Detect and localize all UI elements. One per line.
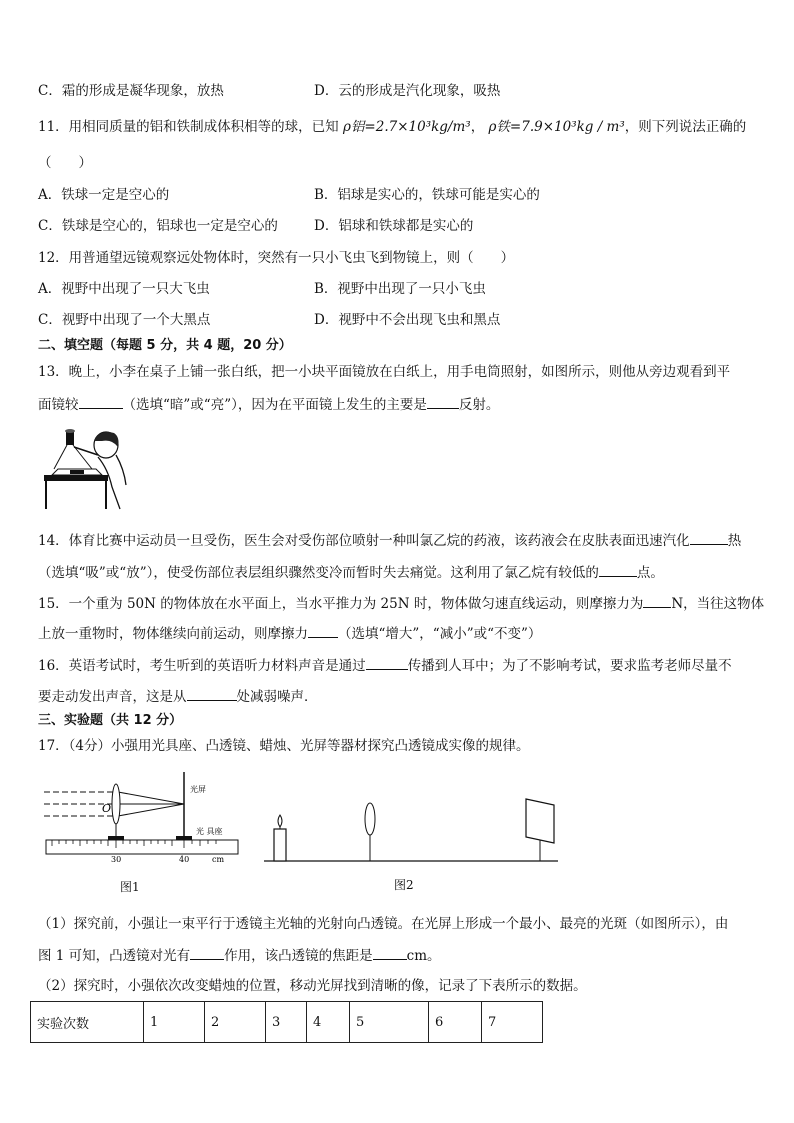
q16-line1-b: 传播到人耳中；为了不影响考试，要求监考老师尽量不 [407, 658, 732, 674]
q13-line2-c: 反射。 [458, 397, 500, 413]
q15-line1-b: N，当往这物体 [671, 596, 765, 612]
figure-1-caption: 图1 [120, 880, 140, 894]
q12-option-a: A．视野中出现了一只大飞虫 [38, 281, 210, 297]
fig1-tick-30: 30 [111, 855, 122, 864]
q17-p1-line1: （1）探究前，小强让一束平行于透镜主光轴的光射向凸透镜。在光屏上形成一个最小、最亮的光斑（如图所示），由 [38, 916, 729, 932]
fig1-bench-label: 光 具座 [196, 827, 223, 836]
q16-blank-2[interactable] [187, 686, 237, 701]
table-cell: 4 [307, 1002, 350, 1043]
q17-blank-2[interactable] [373, 945, 407, 960]
q13-line1: 13．晚上，小李在桌子上铺一张白纸，把一小块平面镜放在白纸上，用手电筒照射，如图所示，则他从旁边观看到平 [38, 364, 731, 380]
q17-p1-c: 作用，该凸透镜的焦距是 [224, 948, 373, 964]
q12-option-b: B．视野中出现了一只小飞虫 [314, 281, 486, 297]
q11-option-d: D．铝球和铁球都是实心的 [314, 218, 474, 234]
q11-stem-b: ，则下列说法正确的 [624, 119, 747, 135]
q13-blank-1[interactable] [79, 394, 123, 409]
table-cell: 2 [205, 1002, 266, 1043]
q12-option-d: D．视野中不会出现飞虫和黑点 [314, 312, 501, 328]
fig1-unit: cm [212, 855, 225, 864]
q10-option-d: D．云的形成是汽化现象，吸热 [314, 83, 501, 99]
q14-line2-a: （选填“吸”或“放”），使受伤部位表层组织骤然变冷而暂时失去痛觉。这利用了氯乙烷有较低的 [38, 565, 599, 581]
q11-stem: 11．用相同质量的铝和铁制成体积相等的球，已知 ρ铝=2.7×10³kg/m³， ρ铁=7.9×10³kg / m³，则下列说法正确的 [38, 119, 747, 135]
q11-stem-a: 11．用相同质量的铝和铁制成体积相等的球，已知 [38, 119, 339, 135]
table-header-cell: 实验次数 [31, 1002, 144, 1043]
q16-blank-1[interactable] [366, 655, 408, 670]
q17-stem: 17．（4分）小强用光具座、凸透镜、蜡烛、光屏等器材探究凸透镜成实像的规律。 [38, 738, 530, 754]
table-cell: 1 [144, 1002, 205, 1043]
q13-line2-b: （选填“暗”或“亮”），因为在平面镜上发生的主要是 [122, 397, 427, 413]
q11-rho-al: ρ铝=2.7×10³kg/m³ [342, 119, 471, 135]
section-heading-fill-in: 二、填空题（每题 5 分，共 4 题，20 分） [38, 338, 292, 353]
q17-p1-b: 图 1 可知，凸透镜对光有 [38, 948, 191, 964]
figure-1-optical-bench [42, 770, 242, 865]
q17-p1-d: cm。 [406, 948, 441, 964]
q11-option-a: A．铁球一定是空心的 [38, 187, 170, 203]
q15-blank-1[interactable] [643, 593, 671, 608]
q15-blank-2[interactable] [308, 623, 338, 638]
q11-option-c: C．铁球是空心的，铝球也一定是空心的 [38, 218, 278, 234]
table-cell: 3 [266, 1002, 307, 1043]
q17-blank-1[interactable] [190, 945, 224, 960]
q15-line1-a: 15．一个重为 50N 的物体放在水平面上，当水平推力为 25N 时，物体做匀速直线运动，则摩擦力为 [38, 596, 644, 612]
figure-2-caption: 图2 [394, 878, 414, 892]
q16-line1-a: 16．英语考试时，考生听到的英语听力材料声音是通过 [38, 658, 366, 674]
screen-icon [526, 799, 554, 843]
q14-blank-2[interactable] [599, 562, 637, 577]
table-row [31, 1002, 543, 1043]
q11-paren: （ ） [38, 155, 92, 171]
q15-line2-a: 上放一重物时，物体继续向前运动，则摩擦力 [38, 626, 308, 642]
table-cell: 7 [482, 1002, 543, 1043]
q11-option-b: B．铝球是实心的，铁球可能是实心的 [314, 187, 540, 203]
flame-icon [278, 815, 282, 827]
q17-p1-line2 [38, 945, 441, 966]
q15-line2-b: （选填“增大”，“减小”或“不变”） [338, 626, 542, 642]
table-cell: 6 [429, 1002, 482, 1043]
q14-line1-b: 热 [727, 533, 742, 549]
q13-blank-2[interactable] [427, 394, 459, 409]
q15-line2 [38, 623, 541, 644]
q16-line2 [38, 686, 318, 707]
q11-rho-fe: ρ铁=7.9×10³kg / m³ [488, 119, 625, 135]
q14-line2 [38, 562, 664, 583]
q14-line1-a: 14．体育比赛中运动员一旦受伤，医生会对受伤部位喷射一种叫氯乙烷的药液，该药液会在皮肤表面迅速汽化 [38, 533, 690, 549]
fig1-screen-label: 光屏 [190, 785, 206, 794]
table-cell: 5 [350, 1002, 429, 1043]
q16-line2-a: 要走动发出声音，这是从 [38, 689, 187, 705]
q16-line1 [38, 655, 732, 676]
q13-line2-a: 面镜较 [38, 397, 79, 413]
q14-blank-1[interactable] [690, 530, 728, 545]
figure-2-setup [262, 795, 562, 865]
section-heading-experiment: 三、实验题（共 12 分） [38, 713, 183, 728]
q14-line2-b: 点。 [636, 565, 664, 581]
q16-line2-b: 处减弱噪声． [236, 689, 318, 705]
q13-line2 [38, 394, 499, 415]
fig1-tick-40: 40 [179, 855, 190, 864]
q17-p2: （2）探究时，小强依次改变蜡烛的位置，移动光屏找到清晰的像，记录了下表所示的数据。 [38, 978, 587, 994]
fig1-o-label: O [102, 802, 112, 815]
q15-line1 [38, 593, 764, 614]
q12-stem: 12．用普通望远镜观察远处物体时，突然有一只小飞虫飞到物镜上，则（ ） [38, 250, 515, 266]
q14-line1 [38, 530, 741, 551]
candle-icon [274, 829, 286, 861]
flashlight-mirror-figure [42, 425, 128, 511]
experiment-data-table [30, 1001, 543, 1043]
lens-icon [365, 803, 375, 835]
q12-option-c: C．视野中出现了一个大黑点 [38, 312, 211, 328]
q10-option-c: C．霜的形成是凝华现象，放热 [38, 83, 224, 99]
